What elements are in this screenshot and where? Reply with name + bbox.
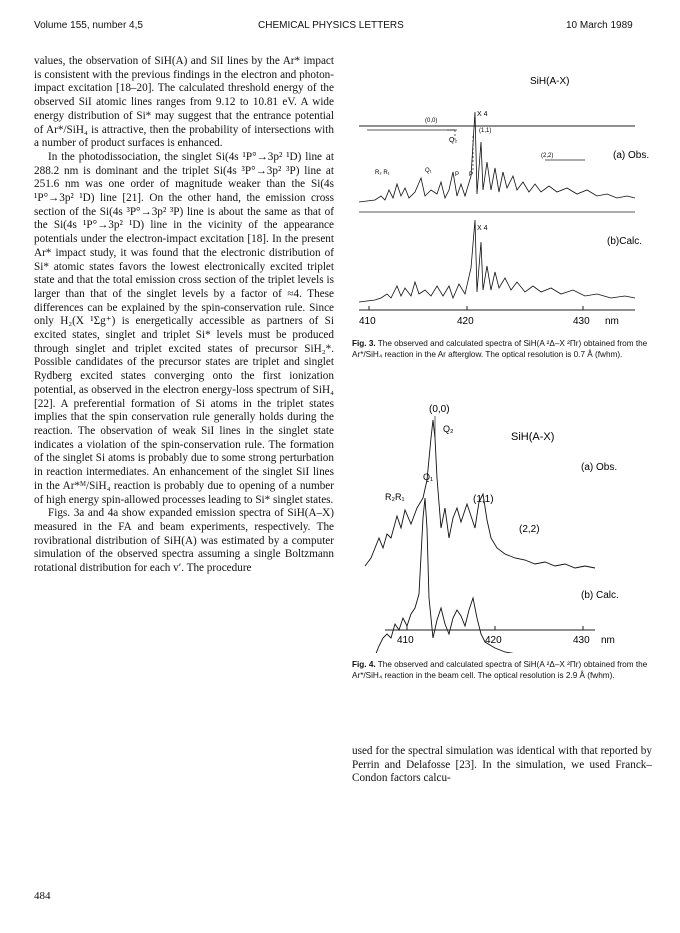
figure-3-title: SiH(A-X) <box>530 76 570 87</box>
paragraph: In the photodissociation, the singlet Si(4s ¹P°→3p² ¹D) line at 288.2 nm is dominant and the triplet Si(4s ³P°→3p² ³P) line at 251.6 nm was one order of magnitude weaker than the Si(4s ¹P°→3p² ¹D) line [21]. On the other hand, the emission cross section of the Si(4s ³P°→3p² ³P) line is about the same as that of the Si(4s ¹P°→3p² ¹D) line in the vicinity of the appearance potentials under the electron-impact excitation [18]. In the present Ar* impact study, it was found that the electronic distribution of Si* atomic states favors the lowest electronically excited triplet state and that the total emission cross section of the triplet levels is larger than that of the singlet levels by a factor of ≈4. These differences can be explained by the spin-conservation rule. Since only H₂(X ¹Σg⁺) is energetically accessible as partners of Si excited states, singlet and triplet Si* levels must be produced through singlet and triplet excited states of precursor SiH₂*. Possible candidates of the precursor states are triplet and singlet Rydberg excited states converging onto the first ionization potential, as observed in the electron energy-loss spectrum of SiH₄ [22]. A preferential formation of Si atoms in the triplet states implies that the spin conservation rule generally holds during the reaction. The observation of weak SiI lines in the singlet state indicates a violation of the spin-conservation rule. The formation of the singlet Si atoms is probably due to some strong perturbation in reaction intermediates. An enhancement of the singlet SiI lines in the Ar*ᴹ/SiH₄ reaction is probably due to opening of a number of high energy spin-allowed processes leading to Si* singlet states. <box>34 150 334 506</box>
left-column <box>34 55 334 576</box>
figure-3-q1: Q₁ <box>425 168 432 174</box>
figure-4-tick-label: 410 <box>397 635 414 646</box>
figure-3-tick-label: 420 <box>457 316 474 327</box>
figure-3-p2: P <box>469 172 474 178</box>
figure-3-q2: Q₂ <box>449 137 458 144</box>
figure-4-tick-label: 420 <box>485 635 502 646</box>
figure-3-band-11: (1,1) <box>479 128 492 134</box>
paragraph: Figs. 3a and 4a show expanded emission spectra of SiH(A–X) measured in the FA and beam experiments, respectively. The rovibrational distribution of SiH(A) was estimated by a computer simulation of the observed spectra assuming a single Boltzmann rotational distribution for each v′. The procedure <box>34 507 334 575</box>
figure-3-r2r1: R₂ R₁ <box>375 170 390 176</box>
figure-4-r2r1: R₂R₁ <box>385 492 405 502</box>
figure-4-caption <box>352 660 652 681</box>
figure-4-band-11: (1,1) <box>473 494 494 505</box>
figure-4-band-22: (2,2) <box>519 524 540 535</box>
figure-4-band-00: (0,0) <box>429 404 450 415</box>
figure-3-x4-upper: X 4 <box>477 111 488 118</box>
figure-4-q1: Q₁ <box>423 472 434 482</box>
figure-3-band-00: (0,0) <box>425 118 438 124</box>
figure-3-band-22: (2,2) <box>541 153 554 159</box>
figure-3-calc-spectrum <box>359 220 635 302</box>
right-column-text: used for the spectral simulation was identical with that reported by Perrin and Delafosse [23]. In the simulation, we used Franck–Condon factors calcu- <box>352 745 652 785</box>
figure-4-unit: nm <box>601 635 615 646</box>
figure-4-tick-label: 430 <box>573 635 590 646</box>
figure-4-q2: Q₂ <box>443 424 454 434</box>
figure-3-label-calc: (b)Calc. <box>607 236 643 247</box>
figure-3-tick-label: 430 <box>573 316 590 327</box>
page-number: 484 <box>34 890 51 902</box>
figure-3-caption <box>352 339 652 360</box>
figure-4-caption-label: Fig. 4. <box>352 660 376 669</box>
figure-3-label-obs: (a) Obs. <box>613 150 650 161</box>
journal-name: CHEMICAL PHYSICS LETTERS <box>258 20 404 31</box>
figure-4-title: SiH(A-X) <box>511 431 555 443</box>
figure-3-unit: nm <box>605 316 619 327</box>
figure-3-tick-label: 410 <box>359 316 376 327</box>
paragraph: values, the observation of SiH(A) and SiI lines by the Ar* impact is consistent with the previous findings in the electron and photon-impact excitation [18–20]. The calculated threshold energy of the observed SiI atomic lines ranges from 9.12 to 10.81 eV. A wide energy distribution of Si* may suggest that the entrance potential of Ar*/SiH₄ is attractive, then the probability of intersections with a number of product surfaces is enhanced. <box>34 55 334 150</box>
figure-3 <box>345 72 665 332</box>
figure-4-caption-text: The observed and calculated spectra of SiH(A ²Δ–X ²Πr) obtained from the Ar*/SiH₄ reaction in the beam cell. The optical resolution is 2.9 Å (fwhm). <box>352 660 648 680</box>
figure-3-caption-text: The observed and calculated spectra of SiH(A ²Δ–X ²Πr) obtained from the Ar*/SiH₄ reaction in the Ar afterglow. The optical resolution is 0.7 Å (fwhm). <box>352 339 648 359</box>
figure-4-label-calc: (b) Calc. <box>581 590 619 601</box>
figure-4-label-obs: (a) Obs. <box>581 462 618 473</box>
figure-3-p: P <box>455 172 460 178</box>
figure-3-x4-lower: X 4 <box>477 225 488 232</box>
volume-info: Volume 155, number 4,5 <box>34 20 143 31</box>
figure-3-caption-label: Fig. 3. <box>352 339 376 348</box>
issue-date: 10 March 1989 <box>566 20 633 31</box>
figure-4 <box>345 398 665 653</box>
